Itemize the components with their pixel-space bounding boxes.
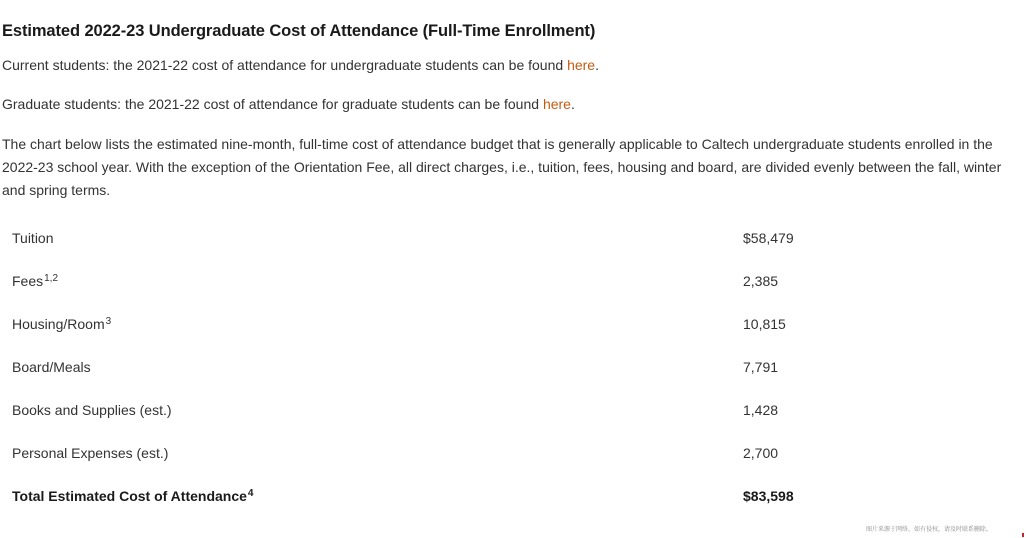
watermark-text: 图片来源于网络，如有侵权，请及时联系删除。: [866, 526, 993, 533]
row-footnote: 3: [105, 316, 112, 327]
row-label: [12, 273, 58, 289]
row-value: 2,385: [743, 273, 779, 289]
row-value: 1,428: [743, 402, 779, 418]
row-label: [12, 402, 173, 418]
table-row: [12, 269, 892, 312]
table-row: [12, 441, 892, 484]
row-label-text: Fees: [12, 273, 44, 289]
graduate-students-text: Graduate students: the 2021-22 cost of attendance for graduate students can be found: [2, 96, 543, 112]
page-title: Estimated 2022-23 Undergraduate Cost of Attendance (Full-Time Enrollment): [2, 22, 596, 40]
cost-table: [12, 226, 892, 527]
table-row: [12, 355, 892, 398]
row-value: 2,700: [743, 445, 779, 461]
total-row: [12, 484, 892, 527]
total-label: [12, 488, 253, 504]
graduate-students-here-link[interactable]: here: [542, 96, 571, 112]
total-label-text: Total Estimated Cost of Attendance: [12, 488, 247, 504]
current-students-period: .: [595, 57, 599, 73]
row-label-text: Books and Supplies (est.): [12, 402, 172, 418]
table-row: [12, 398, 892, 441]
row-footnote: 1,2: [44, 273, 59, 284]
row-label-text: Board/Meals: [12, 359, 91, 375]
table-row: [12, 312, 892, 355]
current-students-here-link[interactable]: here: [567, 57, 596, 73]
table-row: [12, 226, 892, 269]
row-label: [12, 230, 55, 246]
total-value: $83,598: [743, 488, 794, 504]
row-label-text: Tuition: [12, 230, 54, 246]
row-value: 7,791: [743, 359, 779, 375]
row-label: [12, 316, 111, 332]
row-label: [12, 359, 92, 375]
intro-paragraph: The chart below lists the estimated nine-month, full-time cost of attendance budget that is generally applicable to Caltech undergraduate students enrolled in the 2022-23 school year. With the exception of the Orientation Fee, all direct charges, i.e., tuition, fees, housing and board, are divided evenly between the fall, winter and spring terms.: [2, 136, 1002, 198]
row-label: [12, 445, 169, 461]
current-students-note: [2, 57, 599, 73]
edge-mark: [1022, 533, 1024, 537]
row-value: 10,815: [743, 316, 786, 332]
row-label-text: Personal Expenses (est.): [12, 445, 169, 461]
current-students-text: Current students: the 2021-22 cost of attendance for undergraduate students can be found: [2, 57, 568, 73]
row-label-text: Housing/Room: [12, 316, 105, 332]
graduate-students-note: [2, 96, 575, 112]
graduate-students-period: .: [570, 96, 575, 112]
total-footnote: 4: [247, 488, 254, 499]
row-value: $58,479: [743, 230, 794, 246]
